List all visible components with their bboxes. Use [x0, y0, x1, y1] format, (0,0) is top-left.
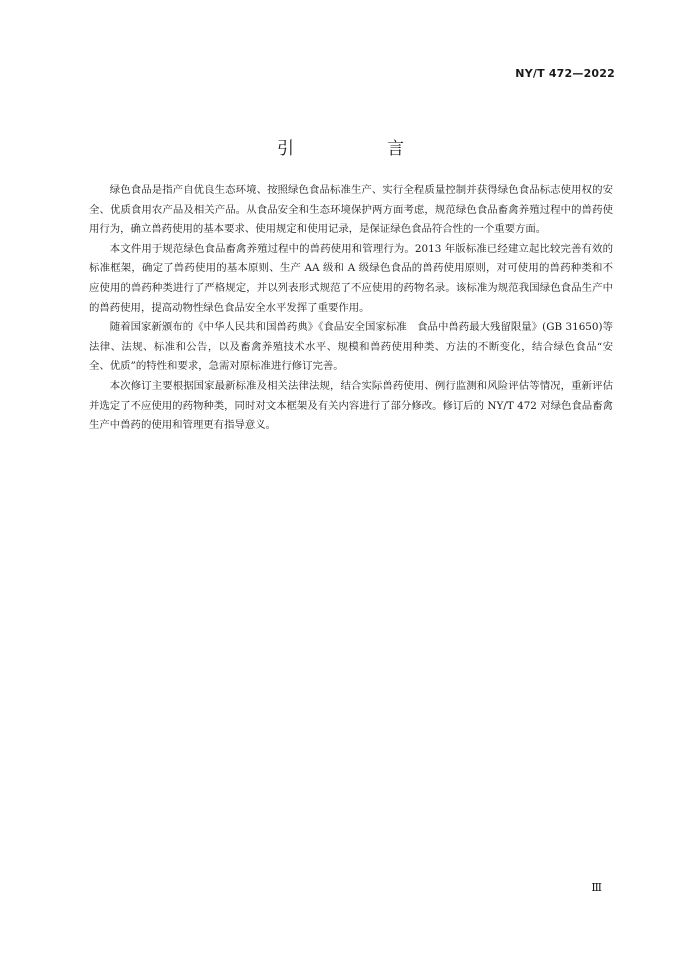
paragraph: 本文件用于规范绿色食品畜禽养殖过程中的兽药使用和管理行为。2013 年版标准已经建立起比较完善有效的标准框架，确定了兽药使用的基本原则、生产 AA 级和 A 级绿色食品的兽药使用原则，对可使用的兽药种类和不应使用的兽药种类进行了严格规定，并以列表形式规范了不应使用的药物名录。该标准为规范我国绿色食品生产中的兽药使用，提高动物性绿色食品安全水平发挥了重要作用。	[89, 242, 613, 314]
paragraph: 绿色食品是指产自优良生态环境、按照绿色食品标准生产、实行全程质量控制并获得绿色食品标志使用权的安全、优质食用农产品及相关产品。从食品安全和生态环境保护两方面考虑，规范绿色食品畜禽养殖过程中的兽药使用行为，确立兽药使用的基本要求、使用规定和使用记录，是保证绿色食品符合性的一个重要方面。	[89, 184, 613, 236]
standard-code: NY/T 472—2022	[515, 67, 615, 80]
page-number: Ⅲ	[591, 881, 602, 894]
paragraph: 本次修订主要根据国家最新标准及相关法律法规，结合实际兽药使用、例行监测和风险评估等情况，重新评估并选定了不应使用的药物种类，同时对文本框架及有关内容进行了部分修改。修订后的 NY/T 472 对绿色食品畜禽生产中兽药的使用和管理更有指导意义。	[89, 379, 613, 432]
page-title: 引 言	[277, 139, 442, 159]
paragraph: 随着国家新颁布的《中华人民共和国兽药典》《食品安全国家标准 食品中兽药最大残留限量》(GB 31650)等法律、法规、标准和公告，以及畜禽养殖技术水平、规模和兽药使用种类、方法的不断变化，结合绿色食品“安全、优质”的特性和要求，急需对原标准进行修订完善。	[89, 321, 613, 373]
document-body	[89, 181, 613, 436]
